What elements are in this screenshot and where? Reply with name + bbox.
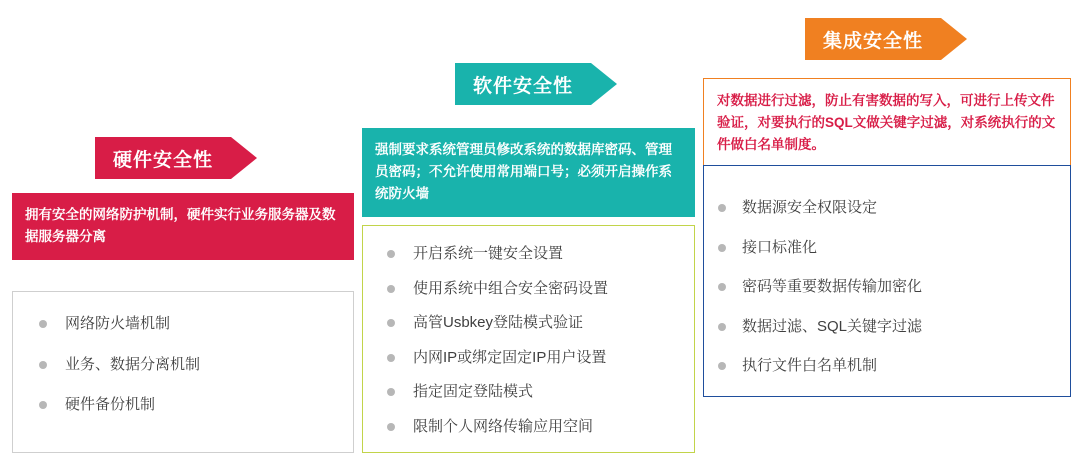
arrow-body-integrated [805, 18, 941, 60]
list-item-label: 密码等重要数据传输加密化 [742, 278, 923, 295]
list-hardware [39, 314, 353, 415]
list-item-label: 限制个人网络传输应用空间 [413, 417, 594, 435]
arrow-label-integrated: 集成安全性 [823, 30, 924, 52]
list-item-label: 开启系统一键安全设置 [413, 245, 564, 262]
bullet-icon [387, 423, 395, 431]
list-item [718, 238, 1070, 258]
bullet-icon [387, 354, 395, 362]
bullet-icon [718, 204, 726, 212]
arrow-banner-software [455, 63, 617, 105]
bullet-icon [39, 361, 47, 369]
list-box-hardware [12, 291, 354, 453]
list-item [387, 417, 694, 437]
list-item [387, 382, 694, 402]
list-item-label: 高管Usbkey登陆模式验证 [413, 314, 584, 331]
list-item [387, 313, 694, 333]
list-item-label: 网络防火墙机制 [65, 315, 171, 332]
arrow-body-software [455, 63, 591, 105]
arrow-label-software: 软件安全性 [473, 75, 574, 97]
arrow-head-integrated [941, 18, 967, 60]
arrow-banner-hardware [95, 137, 257, 179]
arrow-head-hardware [231, 137, 257, 179]
bullet-icon [39, 320, 47, 328]
list-integrated [718, 198, 1070, 376]
bullet-icon [718, 244, 726, 252]
list-item [39, 355, 353, 375]
bullet-icon [387, 285, 395, 293]
bullet-icon [39, 401, 47, 409]
list-item [718, 317, 1070, 337]
bullet-icon [718, 283, 726, 291]
list-box-software [362, 225, 695, 453]
header-block-integrated: 对数据进行过滤，防止有害数据的写入，可进行上传文件验证，对要执行的SQL文做关键字过滤，对系统执行的文件做白名单制度。 [703, 78, 1071, 169]
list-software [387, 244, 694, 436]
list-item [39, 314, 353, 334]
bullet-icon [387, 250, 395, 258]
bullet-icon [718, 362, 726, 370]
list-item [39, 395, 353, 415]
arrow-banner-integrated [805, 18, 967, 60]
arrow-label-hardware: 硬件安全性 [113, 149, 214, 171]
list-item-label: 数据过滤、SQL关键字过滤 [742, 317, 923, 335]
bullet-icon [718, 323, 726, 331]
list-item-label: 内网IP或绑定固定IP用户设置 [413, 348, 607, 366]
list-item-label: 使用系统中组合安全密码设置 [413, 279, 609, 297]
list-item [718, 198, 1070, 218]
list-item-label: 硬件备份机制 [65, 396, 156, 413]
list-item [718, 356, 1070, 376]
header-block-software: 强制要求系统管理员修改系统的数据库密码、管理员密码；不允许使用常用端口号；必须开启操作系统防火墙 [362, 128, 695, 217]
list-item [387, 348, 694, 368]
list-item [387, 244, 694, 264]
list-item-label: 执行文件白名单机制 [742, 357, 878, 374]
bullet-icon [387, 388, 395, 396]
list-item [718, 277, 1070, 297]
arrow-head-software [591, 63, 617, 105]
arrow-body-hardware [95, 137, 231, 179]
list-item [387, 279, 694, 299]
bullet-icon [387, 319, 395, 327]
list-item-label: 指定固定登陆模式 [413, 383, 534, 400]
list-item-label: 数据源安全权限设定 [742, 199, 878, 216]
list-item-label: 业务、数据分离机制 [65, 355, 201, 373]
list-item-label: 接口标准化 [742, 238, 818, 256]
header-block-hardware: 拥有安全的网络防护机制，硬件实行业务服务器及数据服务器分离 [12, 193, 354, 260]
list-box-integrated [703, 165, 1071, 397]
